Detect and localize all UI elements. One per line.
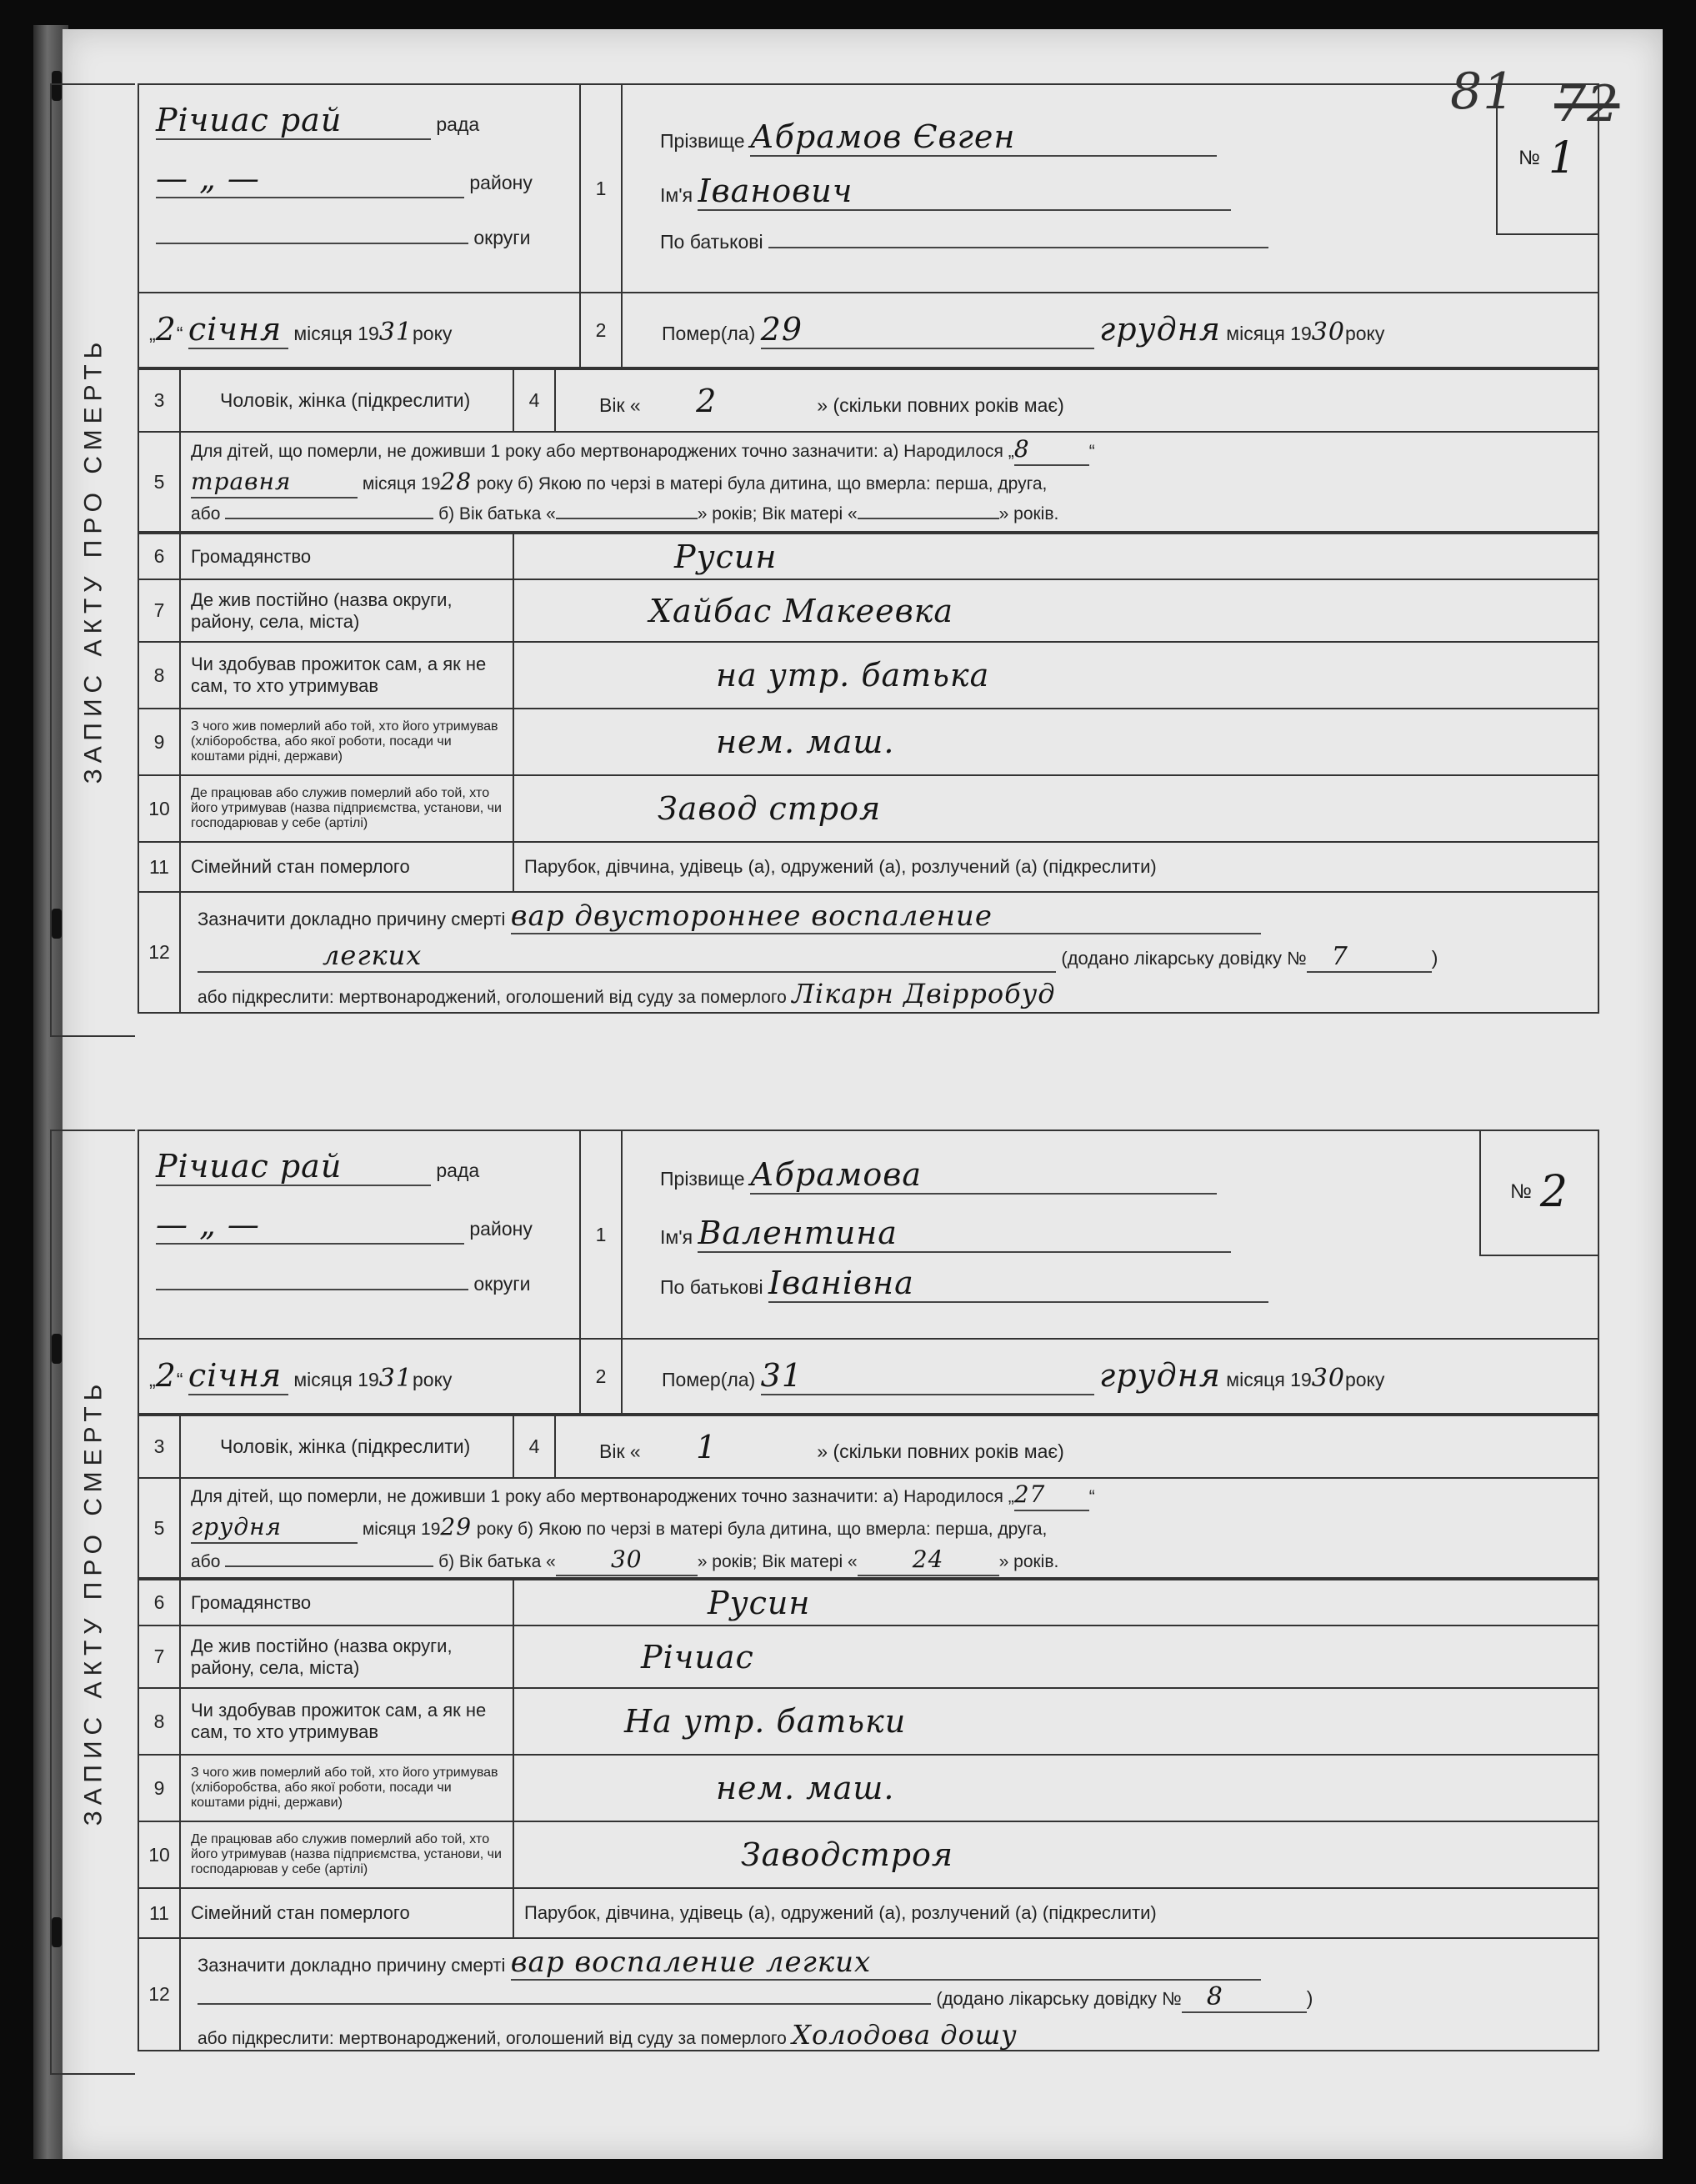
certificate-label: (додано лікарську довідку № (1061, 948, 1307, 969)
death-year: 30 (1311, 1364, 1345, 1393)
district-value: — „ — (156, 1206, 464, 1245)
record-number: 2 (1539, 1167, 1568, 1217)
certificate-label: (додано лікарську довідку № (936, 1988, 1182, 2009)
side-title (50, 83, 135, 1037)
sex-label: Чоловік, жінка (підкреслити) (220, 389, 471, 411)
years-label: » років. (998, 504, 1059, 523)
citizenship-label: Громадянство (180, 1580, 513, 1625)
income-value: нем. маш. (716, 1770, 895, 1806)
row-number: 4 (513, 1415, 555, 1478)
citizenship-label: Громадянство (180, 533, 513, 579)
income-cell (513, 709, 1598, 775)
marital-options: Парубок, дівчина, удівець (а), одружений (а), розлучений (а) (підкреслити) (513, 1888, 1598, 1938)
number-sign: № (1518, 147, 1540, 169)
workplace-cell (513, 1821, 1598, 1888)
district-label: району (469, 1218, 533, 1240)
surname-value: Абрамов Євген (750, 118, 1217, 157)
council-value: Річиас рай (156, 102, 431, 140)
birth-day: 27 (1014, 1480, 1089, 1511)
income-label: З чого жив померлий або той, хто його утримував (хліборобства, або якої роботи, посади чи коштами рідні, держави) (180, 709, 513, 775)
district-label: району (469, 172, 533, 193)
surname-label: Прізвище (660, 1168, 745, 1190)
month-label: місяця 19 (1226, 1369, 1312, 1390)
citizenship-value: Русин (708, 1584, 811, 1621)
row-number: 2 (580, 293, 622, 368)
workplace-cell (513, 775, 1598, 842)
name-label: Ім'я (660, 1226, 693, 1248)
birth-month: грудня (191, 1512, 358, 1544)
name-cell (622, 84, 1598, 293)
died-label: Помер(ла) (662, 323, 756, 344)
record-table (138, 1130, 1599, 1415)
registration-date-cell: „2“ січня місяця 1931року (138, 293, 580, 368)
patronymic-label: По батькові (660, 1276, 763, 1298)
cause-cell: Зазначити докладно причину смерті вар воспаление легких (додано лікарську довідку № 8 ) або підкреслити: мертвонароджений, оголошений від суду за померлого Холодова дошу (180, 1938, 1598, 2051)
row-number: 3 (138, 1415, 180, 1478)
mother-age: 24 (858, 1545, 999, 1576)
income-cell (513, 1755, 1598, 1821)
or-label: або (191, 1551, 221, 1571)
row-number: 12 (138, 892, 180, 1013)
father-age-label: б) Вік батька « (438, 504, 556, 523)
row-number: 5 (138, 1478, 180, 1578)
month-label: місяця 19 (362, 1519, 441, 1539)
age-value: 2 (696, 382, 718, 419)
row-number: 4 (513, 369, 555, 432)
death-year: 30 (1311, 318, 1345, 347)
row-number: 1 (580, 84, 622, 293)
patronymic-value (768, 247, 1268, 248)
father-age: 30 (556, 1545, 698, 1576)
birth-order-label: року б) Якою по черзі в матері була дитина, що вмерла: перша, друга, (476, 1519, 1048, 1539)
cause-value-1: вар воспаление легких (511, 1946, 1261, 1981)
reg-month: січня (188, 1357, 288, 1395)
or-label: або (191, 504, 221, 523)
cause-cell: Зазначити докладно причину смерті вар двустороннее воспаление легких (додано лікарську довідку № 7 ) або підкреслити: мертвонароджений, оголошений від суду за померлого Лікарн Двірробуд (180, 892, 1598, 1013)
stillborn-label: або підкреслити: мертвонароджений, оголошений від суду за померлого (198, 2029, 787, 2048)
death-date-cell (622, 1339, 1598, 1414)
council-cell (138, 84, 580, 293)
sex-label: Чоловік, жінка (підкреслити) (220, 1435, 471, 1457)
surname-label: Прізвище (660, 130, 745, 152)
residence-value: Хайбас Макеевка (649, 592, 954, 629)
record-table-details (138, 1579, 1599, 2051)
father-age (556, 518, 698, 519)
year-label: року (412, 1369, 453, 1390)
age-value: 1 (696, 1428, 718, 1465)
record-number: 1 (1548, 133, 1577, 183)
record-table (138, 83, 1599, 368)
marital-label: Сімейний стан померлого (180, 1888, 513, 1938)
cause-value-2: легких (198, 939, 1056, 973)
row-number: 6 (138, 1580, 180, 1625)
residence-label: Де жив постійно (назва округи, району, села, міста) (180, 579, 513, 642)
citizenship-value: Русин (674, 538, 778, 575)
marital-label: Сімейний стан померлого (180, 842, 513, 892)
cause-value-2 (198, 2003, 931, 2005)
patronymic-value: Іванівна (768, 1265, 1268, 1303)
workplace-value: Заводстроя (741, 1836, 954, 1873)
certificate-number: 7 (1307, 942, 1432, 973)
support-value: на утр. батька (716, 657, 990, 694)
month-label: місяця 19 (362, 474, 441, 493)
record-table-lower (138, 1415, 1599, 1579)
month-label: місяця 19 (293, 1369, 379, 1390)
child-born-label: Для дітей, що померли, не доживши 1 року або мертвонароджених точно зазначити: а) Народилося „ (191, 1486, 1014, 1506)
side-title-text: ЗАПИС АКТУ ПРО СМЕРТЬ (79, 1378, 107, 1826)
doctor-value: Холодова дошу (792, 2019, 1018, 2051)
row-number: 5 (138, 432, 180, 532)
residence-label: Де жив постійно (назва округи, району, села, міста) (180, 1625, 513, 1688)
side-title-text: ЗАПИС АКТУ ПРО СМЕРТЬ (79, 336, 107, 784)
residence-cell (513, 579, 1598, 642)
citizenship-cell (513, 1580, 1598, 1625)
age-label: Вік « (599, 1440, 641, 1462)
year-label: року (1344, 1369, 1385, 1390)
reg-year: 31 (378, 1364, 413, 1393)
name-label: Ім'я (660, 184, 693, 206)
reg-day: 2 (155, 1357, 177, 1394)
death-month: грудня (1099, 311, 1221, 348)
death-month: грудня (1099, 1357, 1221, 1394)
death-record-1 (79, 83, 1598, 1034)
father-age-label: б) Вік батька « (438, 1551, 556, 1571)
corrected-page-number: 72 (1554, 75, 1620, 133)
record-table-lower (138, 368, 1599, 533)
row-number: 8 (138, 642, 180, 709)
doctor-value: Лікарн Двірробуд (792, 978, 1056, 1009)
support-cell (513, 642, 1598, 709)
birth-year: 29 (440, 1512, 473, 1540)
name-cell (622, 1130, 1598, 1339)
age-tail-label: » (скільки повних років має) (817, 1440, 1064, 1462)
birth-day: 8 (1014, 434, 1089, 466)
years-label: » років. (998, 1551, 1059, 1571)
number-sign: № (1510, 1180, 1532, 1203)
surname-value: Абрамова (750, 1156, 1217, 1195)
row-number: 12 (138, 1938, 180, 2051)
age-cell (555, 1415, 1598, 1478)
mother-age-label: » років; Вік матері « (697, 504, 858, 523)
child-info-cell: Для дітей, що померли, не доживши 1 року або мертвонароджених точно зазначити: а) Народилося „27 “ грудня місяця 1929 року б) Якою по черзі в матері була дитина, що вмерла: перша, друга, або б) Вік батька « 30 » років; Вік матері « 24 » років. (180, 1478, 1598, 1578)
registration-date-cell: „2“ січня місяця 1931року (138, 1339, 580, 1414)
age-label: Вік « (599, 393, 641, 416)
death-day: 31 (761, 1357, 1094, 1395)
support-cell (513, 1688, 1598, 1755)
archive-page-number: 81 (1450, 63, 1516, 121)
income-label: З чого жив померлий або той, хто його утримував (хліборобства, або якої роботи, посади чи коштами рідні, держави) (180, 1755, 513, 1821)
council-cell (138, 1130, 580, 1339)
sex-cell (180, 369, 513, 432)
region-value (156, 1289, 468, 1290)
year-label: року (412, 323, 453, 344)
row-number: 11 (138, 842, 180, 892)
row-number: 6 (138, 533, 180, 579)
reg-month: січня (188, 311, 288, 349)
mother-age (858, 518, 999, 519)
row-number: 7 (138, 1625, 180, 1688)
year-label: року (1344, 323, 1385, 344)
cause-value-1: вар двустороннее воспаление (511, 899, 1261, 934)
birth-month: травня (191, 467, 358, 498)
support-label: Чи здобував прожиток сам, а як не сам, то хто утримував (180, 642, 513, 709)
workplace-label: Де працював або служив померлий або той, хто його утримував (назва підприємства, установи, чи господарював у себе (артілі) (180, 1821, 513, 1888)
patronymic-label: По батькові (660, 231, 763, 253)
sex-cell (180, 1415, 513, 1478)
death-date-cell (622, 293, 1598, 368)
name-value: Іванович (698, 173, 1231, 211)
row-number: 3 (138, 369, 180, 432)
row-number: 9 (138, 709, 180, 775)
row-number: 9 (138, 1755, 180, 1821)
cause-label: Зазначити докладно причину смерті (198, 909, 506, 929)
support-label: Чи здобував прожиток сам, а як не сам, то хто утримував (180, 1688, 513, 1755)
birth-order-label: року б) Якою по черзі в матері була дитина, що вмерла: перша, друга, (476, 474, 1048, 493)
reg-day: 2 (155, 311, 177, 348)
age-cell (555, 369, 1598, 432)
death-record-2 (79, 1130, 1598, 2071)
workplace-label: Де працював або служив померлий або той, хто його утримував (назва підприємства, установи, чи господарював у себе (артілі) (180, 775, 513, 842)
side-title (50, 1130, 135, 2075)
death-day: 29 (761, 311, 1094, 349)
residence-value: Річиас (641, 1638, 754, 1676)
residence-cell (513, 1625, 1598, 1688)
month-label: місяця 19 (293, 323, 379, 344)
district-value: — „ — (156, 160, 464, 198)
region-label: округи (473, 1273, 531, 1295)
stillborn-label: або підкреслити: мертвонароджений, оголошений від суду за померлого (198, 988, 787, 1007)
reg-year: 31 (378, 318, 413, 347)
certificate-number: 8 (1182, 1982, 1307, 2013)
marital-options: Парубок, дівчина, удівець (а), одружений (а), розлучений (а) (підкреслити) (513, 842, 1598, 892)
workplace-value: Завод строя (658, 790, 882, 827)
month-label: місяця 19 (1226, 323, 1312, 344)
council-label: рада (436, 113, 480, 135)
row-number: 1 (580, 1130, 622, 1339)
row-number: 8 (138, 1688, 180, 1755)
child-born-label: Для дітей, що померли, не доживши 1 року або мертвонароджених точно зазначити: а) Народилося „ (191, 442, 1014, 461)
region-label: округи (473, 227, 531, 248)
council-value: Річиас рай (156, 1148, 431, 1186)
record-table-details (138, 533, 1599, 1014)
child-info-cell: Для дітей, що померли, не доживши 1 року або мертвонароджених точно зазначити: а) Народилося „8 “ травня місяця 1928 року б) Якою по черзі в матері була дитина, що вмерла: перша, друга, або б) Вік батька « » років; Вік матері « » років. (180, 432, 1598, 532)
mother-age-label: » років; Вік матері « (697, 1551, 858, 1571)
support-value: На утр. батьки (624, 1703, 907, 1740)
age-tail-label: » (скільки повних років має) (817, 393, 1064, 416)
income-value: нем. маш. (716, 724, 895, 760)
row-number: 10 (138, 775, 180, 842)
died-label: Помер(ла) (662, 1369, 756, 1390)
row-number: 2 (580, 1339, 622, 1414)
row-number: 10 (138, 1821, 180, 1888)
cause-label: Зазначити докладно причину смерті (198, 1955, 506, 1976)
birth-year: 28 (440, 468, 473, 495)
citizenship-cell (513, 533, 1598, 579)
row-number: 11 (138, 1888, 180, 1938)
region-value (156, 243, 468, 244)
name-value: Валентина (698, 1215, 1231, 1253)
council-label: рада (436, 1160, 480, 1181)
row-number: 7 (138, 579, 180, 642)
